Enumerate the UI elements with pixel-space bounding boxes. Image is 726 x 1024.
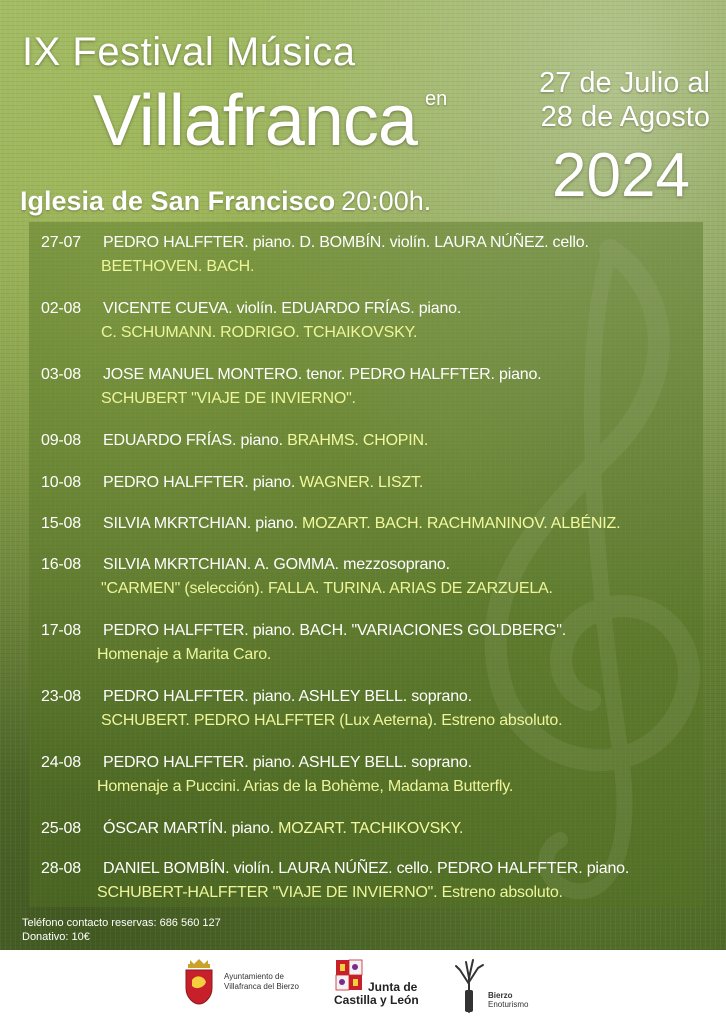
concert-main-line	[41, 515, 701, 533]
concert-performers: EDUARDO FRÍAS. piano.	[103, 432, 283, 449]
concert-performers: SILVIA MKRTCHIAN. piano.	[103, 515, 298, 532]
concert-performers: PEDRO HALFFTER. piano. ASHLEY BELL. soprano.	[103, 754, 472, 771]
concert-date: 03-08	[41, 366, 81, 383]
concert-main-line	[41, 300, 701, 318]
program-panel	[29, 222, 703, 907]
concert-date: 23-08	[41, 688, 81, 705]
tree-bottle-icon	[452, 956, 486, 1014]
concert-date: 09-08	[41, 432, 81, 449]
festival-year: 2024	[552, 141, 690, 210]
concert-main-line	[41, 622, 701, 640]
concert-date: 15-08	[41, 515, 81, 532]
concert-program: Homenaje a Marita Caro.	[97, 646, 272, 663]
concert-row	[41, 860, 701, 902]
concert-performers: PEDRO HALFFTER. piano. D. BOMBÍN. violín. LAURA NÚÑEZ. cello.	[103, 234, 589, 251]
concert-row	[41, 820, 701, 838]
coat-of-arms-icon	[182, 958, 216, 1006]
venue-name: Iglesia de San Francisco	[20, 186, 336, 216]
concert-date: 10-08	[41, 474, 81, 491]
concert-program-inline: MOZART. TACHIKOVSKY.	[278, 820, 464, 837]
concert-date: 25-08	[41, 820, 81, 837]
bierzo-line1: Bierzo	[488, 991, 513, 1000]
concert-program-inline: WAGNER. LISZT.	[299, 474, 424, 491]
concert-program: SCHUBERT-HALFFTER "VIAJE DE INVIERNO". Estreno absoluto.	[97, 884, 563, 901]
venue-line	[20, 186, 431, 217]
concert-main-line	[41, 366, 701, 384]
concert-date: 17-08	[41, 622, 81, 639]
concert-row	[41, 515, 701, 533]
ayuntamiento-line2: Villafranca del Bierzo	[224, 982, 300, 991]
concert-performers: PEDRO HALFFTER. piano. BACH. "VARIACIONES GOLDBERG".	[103, 622, 566, 639]
concert-date: 16-08	[41, 556, 81, 573]
concert-main-line	[41, 234, 701, 252]
concert-date: 02-08	[41, 300, 81, 317]
concert-program: SCHUBERT "VIAJE DE INVIERNO".	[101, 390, 356, 407]
concert-row	[41, 366, 701, 408]
concert-program: "CARMEN" (selección). FALLA. TURINA. ARIAS DE ZARZUELA.	[101, 580, 553, 597]
concert-program: SCHUBERT. PEDRO HALFFTER (Lux Aeterna). Estreno absoluto.	[101, 712, 563, 729]
concert-program-inline: BRAHMS. CHOPIN.	[287, 432, 429, 449]
concert-row	[41, 300, 701, 342]
concert-program: Homenaje a Puccini. Arias de la Bohème, Madama Butterfly.	[97, 778, 514, 795]
ayuntamiento-logo	[182, 958, 299, 1006]
concert-main-line	[41, 860, 701, 878]
ayuntamiento-text	[224, 972, 299, 992]
concert-row	[41, 622, 701, 664]
concert-row	[41, 556, 701, 598]
concert-performers: ÓSCAR MARTÍN. piano.	[103, 820, 274, 837]
contact-donation: Donativo: 10€	[22, 931, 90, 943]
festival-title-en: en	[425, 88, 448, 110]
concert-performers: VICENTE CUEVA. violín. EDUARDO FRÍAS. piano.	[103, 300, 462, 317]
contact-info	[22, 916, 221, 944]
concert-main-line	[41, 432, 701, 450]
bierzo-logo	[452, 956, 528, 1014]
concert-performers: PEDRO HALFFTER. piano.	[103, 474, 296, 491]
venue-time: 20:00h.	[341, 186, 432, 216]
concert-row	[41, 474, 701, 492]
concert-program: BEETHOVEN. BACH.	[101, 258, 255, 275]
festival-dates	[474, 66, 710, 134]
ayuntamiento-line1: Ayuntamiento de	[224, 972, 284, 981]
concert-row	[41, 432, 701, 450]
concert-row	[41, 754, 701, 796]
festival-title: IX Festival Música	[22, 30, 356, 74]
festival-city: Villafranca	[93, 81, 417, 161]
junta-line1: Junta de	[368, 980, 418, 994]
junta-line2: Castilla y León	[334, 993, 419, 1007]
bierzo-text	[488, 991, 528, 1009]
concert-main-line	[41, 754, 701, 772]
concert-main-line	[41, 820, 701, 838]
sponsor-footer	[0, 950, 726, 1024]
concert-date: 28-08	[41, 860, 81, 877]
bierzo-line2: Enoturismo	[488, 1000, 529, 1009]
concert-row	[41, 688, 701, 730]
concert-performers: JOSE MANUEL MONTERO. tenor. PEDRO HALFFTER. piano.	[103, 366, 542, 383]
junta-logo	[334, 958, 419, 1007]
concert-program-inline: MOZART. BACH. RACHMANINOV. ALBÉNIZ.	[301, 515, 621, 532]
concert-main-line	[41, 688, 701, 706]
concert-main-line	[41, 474, 701, 492]
concert-program: C. SCHUMANN. RODRIGO. TCHAIKOVSKY.	[101, 324, 418, 341]
dates-start: 27 de Julio al	[539, 67, 710, 99]
junta-shield-icon	[334, 958, 364, 994]
dates-end: 28 de Agosto	[540, 101, 710, 133]
concert-performers: DANIEL BOMBÍN. violín. LAURA NÚÑEZ. cello. PEDRO HALFFTER. piano.	[103, 860, 630, 877]
concert-main-line	[41, 556, 701, 574]
concert-performers: PEDRO HALFFTER. piano. ASHLEY BELL. soprano.	[103, 688, 472, 705]
concert-date: 27-07	[41, 234, 81, 251]
contact-phone: Teléfono contacto reservas: 686 560 127	[22, 917, 221, 929]
concert-date: 24-08	[41, 754, 81, 771]
concert-performers: SILVIA MKRTCHIAN. A. GOMMA. mezzosoprano.	[103, 556, 450, 573]
concert-row	[41, 234, 701, 276]
